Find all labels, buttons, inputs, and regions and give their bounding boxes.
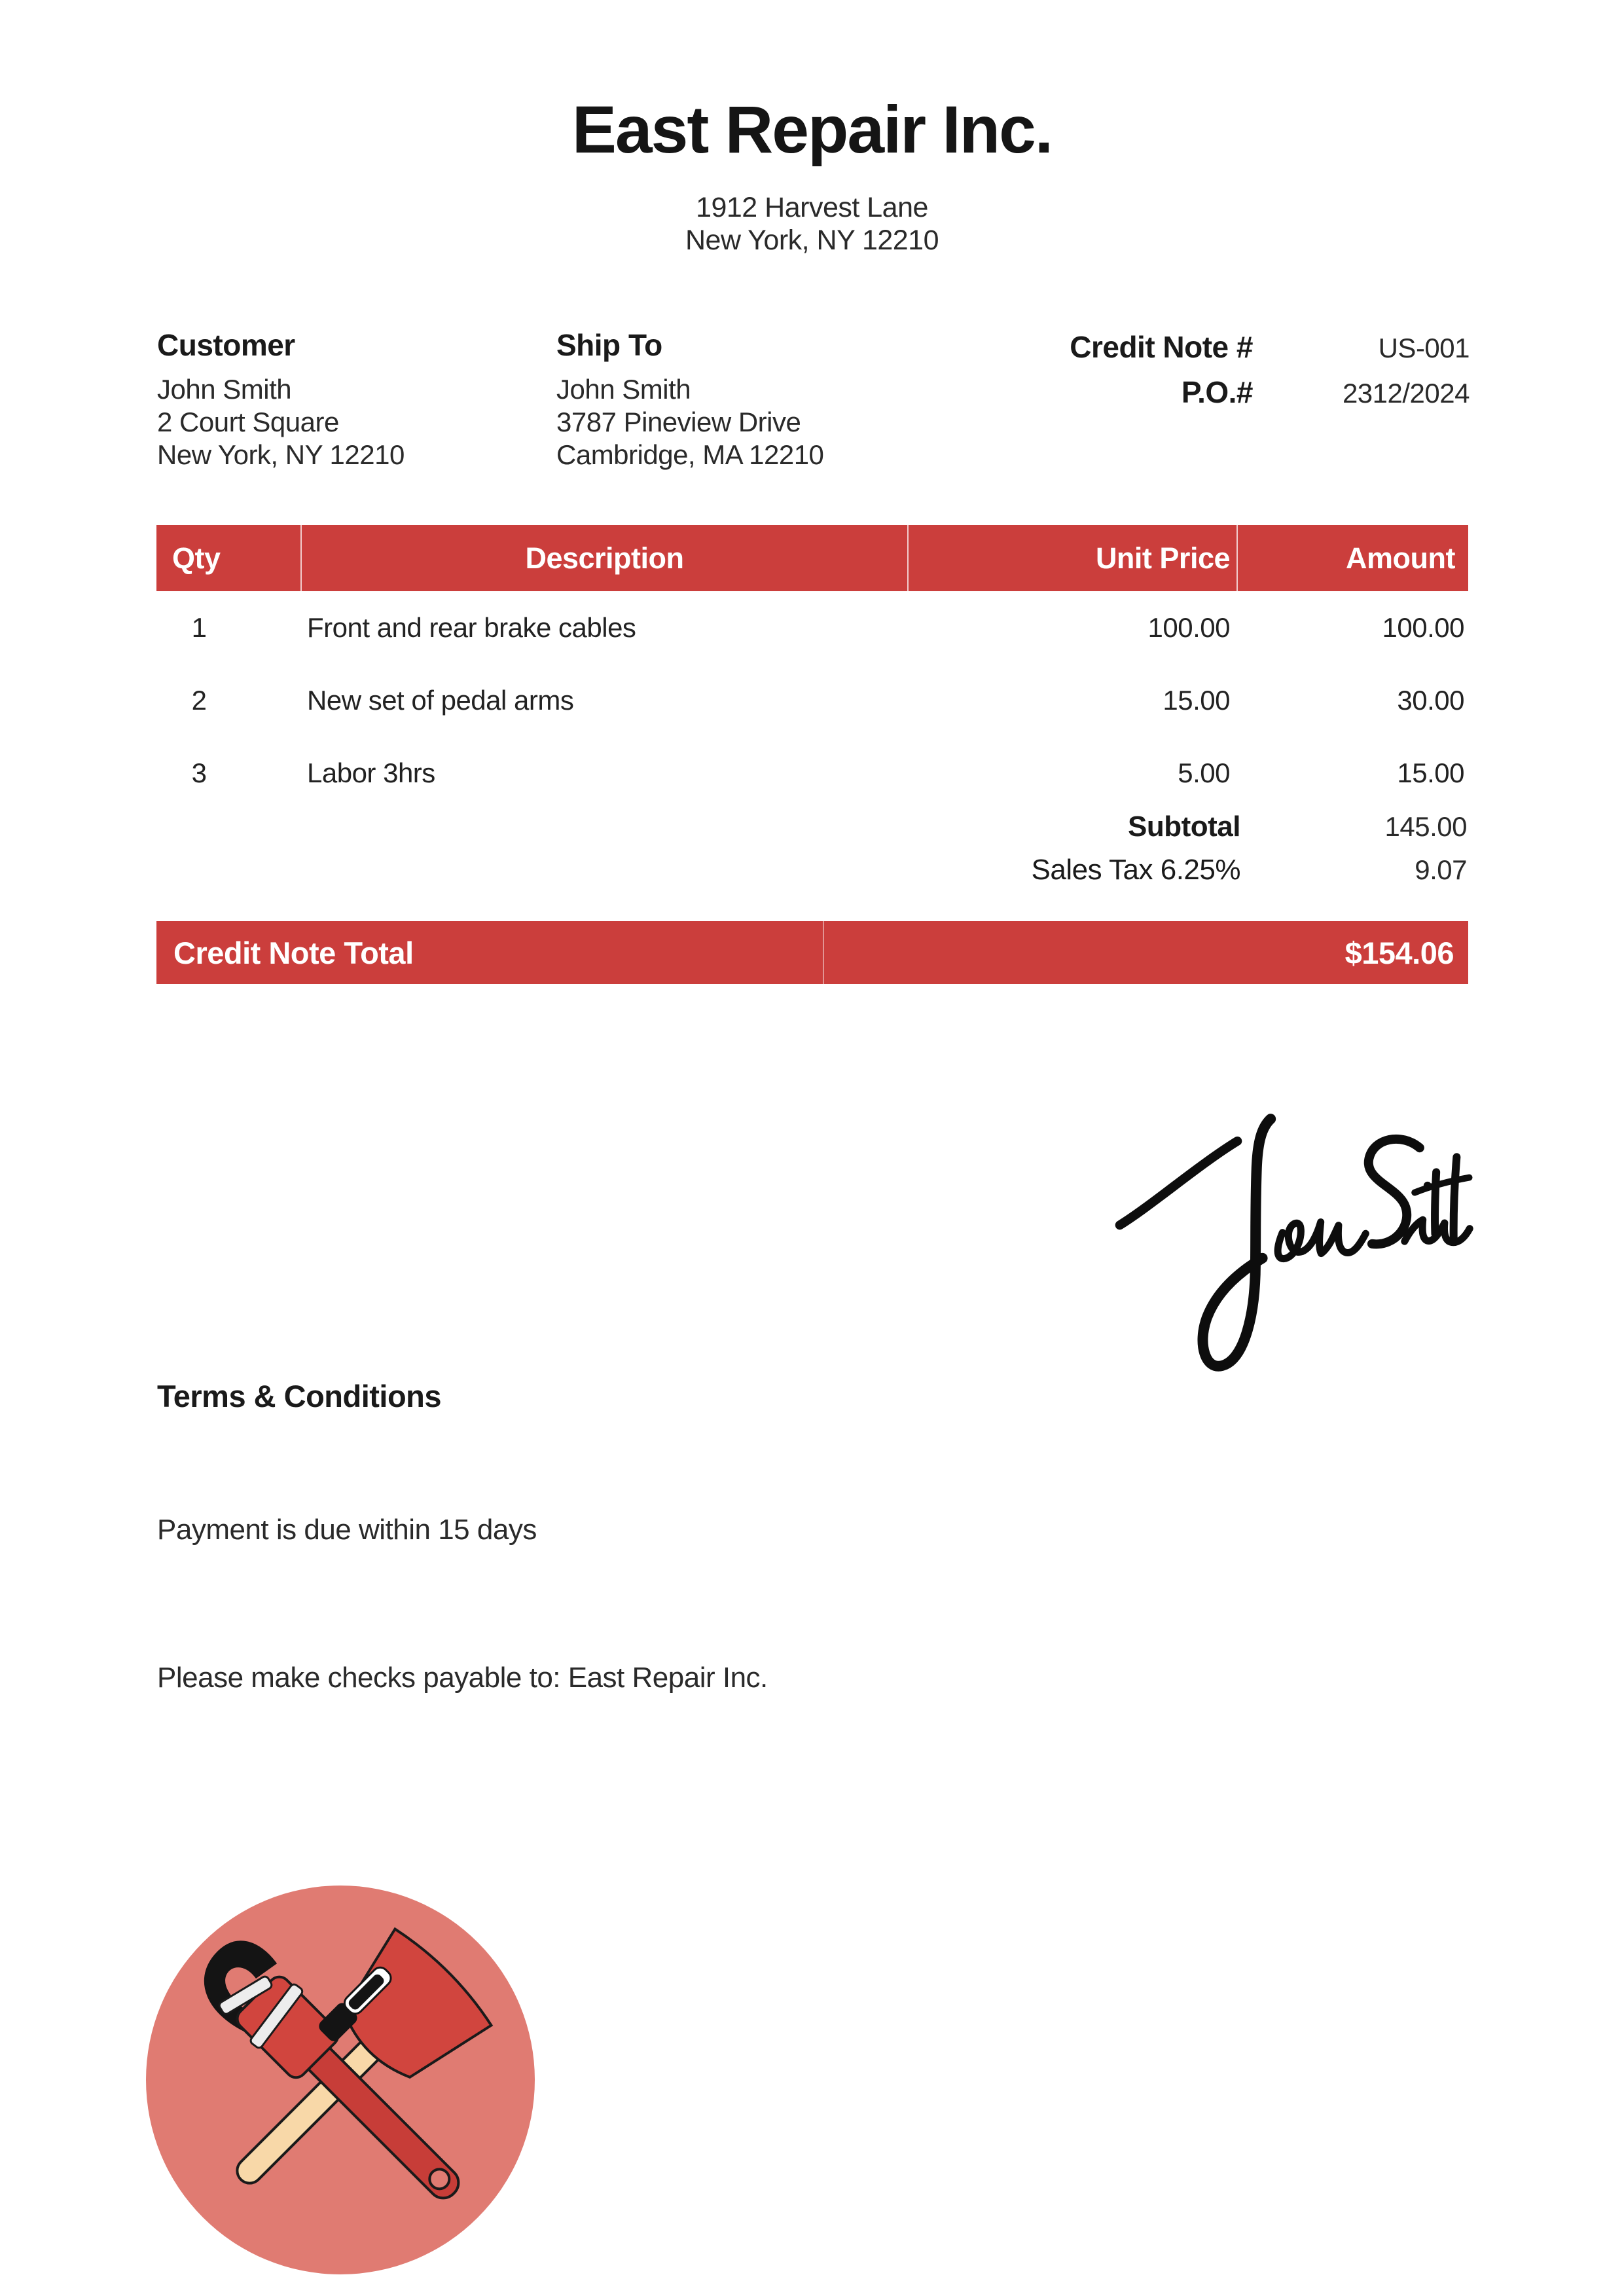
- ship-to-block: [556, 327, 823, 471]
- item-unit-price: 100.00: [1147, 611, 1230, 643]
- company-address-line2: New York, NY 12210: [685, 225, 939, 256]
- item-qty: 2: [191, 684, 207, 716]
- ship-to-heading: Ship To: [556, 328, 662, 362]
- item-qty: 3: [191, 757, 207, 788]
- credit-note-total-label: Credit Note Total: [173, 935, 414, 970]
- company-logo: [144, 1884, 537, 2276]
- totals-section: [156, 811, 1470, 897]
- credit-note-total-bar: [156, 921, 1468, 984]
- customer-block: [157, 327, 405, 471]
- company-address: [0, 191, 1624, 257]
- credit-note-number-label: Credit Note #: [1070, 330, 1253, 364]
- subtotal-label: Subtotal: [1128, 811, 1240, 843]
- company-name: East Repair Inc.: [571, 92, 1053, 167]
- wrench-and-plunger-icon: [144, 1884, 537, 2276]
- handwritten-signature-icon: [1104, 1074, 1485, 1400]
- subtotal-row: [156, 811, 1470, 854]
- ship-to-address-line2: Cambridge, MA 12210: [556, 439, 824, 470]
- terms-line-payment: Payment is due within 15 days: [157, 1514, 537, 1546]
- column-header-amount: Amount: [1236, 525, 1468, 591]
- sales-tax-value: 9.07: [1415, 854, 1467, 885]
- ship-to-address-line1: 3787 Pineview Drive: [556, 407, 801, 437]
- company-address-line1: 1912 Harvest Lane: [696, 192, 928, 223]
- credit-note-number-row: [982, 329, 1470, 374]
- customer-address-line1: 2 Court Square: [157, 407, 339, 437]
- credit-note-number-value: US-001: [1378, 333, 1470, 363]
- item-unit-price: 15.00: [1163, 684, 1230, 716]
- terms-heading: Terms & Conditions: [157, 1379, 442, 1413]
- item-qty: 1: [191, 611, 207, 643]
- po-number-value: 2312/2024: [1342, 378, 1470, 409]
- sales-tax-label: Sales Tax 6.25%: [1031, 854, 1240, 886]
- column-header-unit-price: Unit Price: [907, 525, 1236, 591]
- item-unit-price: 5.00: [1178, 757, 1230, 788]
- item-amount: 30.00: [1397, 684, 1464, 716]
- table-row: [156, 664, 1468, 737]
- table-row: [156, 591, 1468, 664]
- ship-to-name: John Smith: [556, 374, 691, 405]
- terms-line-checks: Please make checks payable to: East Repair Inc.: [157, 1662, 768, 1694]
- sales-tax-row: [156, 854, 1470, 897]
- column-header-description: Description: [300, 525, 907, 591]
- item-description: Front and rear brake cables: [307, 611, 636, 643]
- signature-image: [1104, 1074, 1485, 1400]
- po-number-label: P.O.#: [1181, 375, 1253, 409]
- items-table-body: [156, 591, 1468, 809]
- document-meta: [982, 329, 1470, 420]
- item-amount: 100.00: [1382, 611, 1464, 643]
- subtotal-value: 145.00: [1384, 811, 1467, 842]
- customer-address-line2: New York, NY 12210: [157, 439, 405, 470]
- item-amount: 15.00: [1397, 757, 1464, 788]
- items-table-header: [156, 525, 1468, 591]
- customer-name: John Smith: [157, 374, 292, 405]
- customer-heading: Customer: [157, 328, 295, 362]
- item-description: Labor 3hrs: [307, 757, 435, 788]
- column-header-qty: Qty: [172, 541, 221, 575]
- po-number-row: [982, 374, 1470, 420]
- table-row: [156, 737, 1468, 809]
- credit-note-total-value: $154.06: [1344, 935, 1454, 970]
- item-description: New set of pedal arms: [307, 684, 574, 716]
